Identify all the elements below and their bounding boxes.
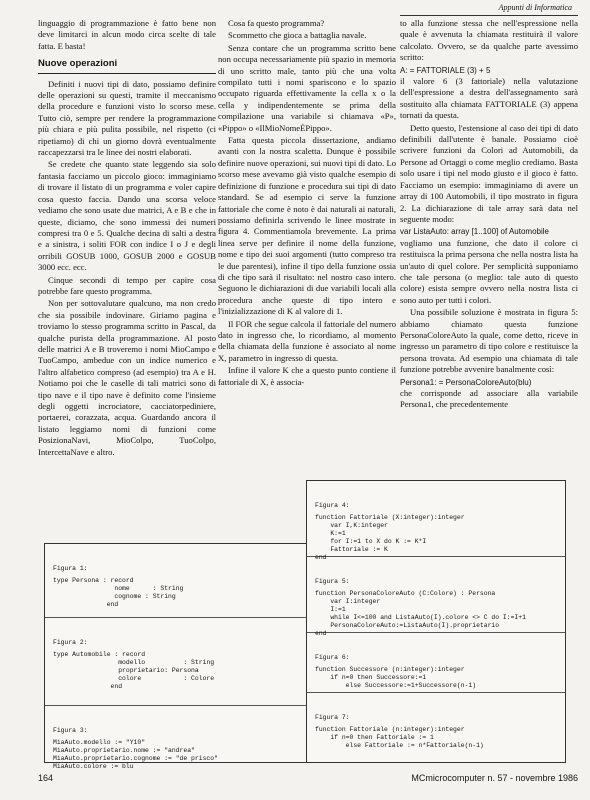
- paragraph: che corrisponde ad associare alla variabile Persona1, che precedentemente: [400, 388, 578, 410]
- figure-title: Figura 5:: [315, 578, 350, 585]
- figure-title: Figura 6:: [315, 654, 350, 661]
- inline-code: A: = FATTORIALE (3) + 5: [400, 65, 491, 75]
- figure-7: [307, 693, 565, 762]
- section-heading: Nuove operazioni: [38, 58, 216, 73]
- paragraph: Cosa fa questo programma?: [228, 18, 325, 28]
- figure-title: Figura 7:: [315, 714, 350, 721]
- paragraph: Il FOR che segue calcola il fattoriale del numero dato in ingresso che, lo ricordiamo, al momento della chiamata della funzione è associato al nome X, parametro in ingresso di questa.: [218, 318, 396, 363]
- figure-title: Figura 2:: [53, 639, 88, 646]
- figure-code: type Automobile : record modello : String proprietario: Persona colore : Colore end: [53, 651, 215, 690]
- paragraph: Una possibile soluzione è mostrata in figura 5: abbiamo chiamato questa funzione PersonaColoreAuto la quale, come detto, riceve in ingresso un parametro di tipo colore e restituisce la persona trovata. Ad esempio una chiamata di tale funzione potrebbe avvenire banalmente così:: [400, 307, 578, 375]
- paragraph: il valore 6 (3 fattoriale) nella valutazione dell'espressione a destra dell'assegnamento sarà sostituito alla chiamata FATTORIALE (3) appena tornati da questa.: [400, 76, 578, 121]
- figure-6: [307, 633, 565, 692]
- running-header: Appunti di Informatica: [498, 3, 572, 12]
- paragraph: Se credete che quanto state leggendo sia solo fantasia facciamo un piccolo gioco: immaginiamo di trovare il listato di un programma e voler capire cosa questo faccia. Dando una scorsa veloce vediamo che sono usate due matrici, A e B e che in queste, diciamo, che sono immessi dei numeri compresi tra 0 e 5. Qualche decina di salti a destra e a sinistra, i soliti FOR con indice I o J e degli orribili GOSUB 1000, GOSUB 2000 e GOSUB 3000 ecc. ecc.: [38, 159, 216, 273]
- paragraph: Detto questo, l'estensione al caso dei tipi di dato definibili dall'utente è banale. Possiamo cioè scrivere funzioni da Colori ad Automobili, da Persone ad Ortaggi o come meglio crediamo. Basta solo usare i tipi nel modo giusto e il gioco è fatto. Facciamo un esempio: immaginiamo di avere un array di 100 Automobili, il tipo mostrato in figura 2. La dichiarazione di tale array sarà data nel seguente modo:: [400, 122, 578, 224]
- page-number: 164: [38, 773, 54, 783]
- paragraph: Fatta questa piccola dissertazione, andiamo avanti con la nostra scaletta. Dunque è possibile definire nuove operazioni, sui nuovi tipi di dato. Lo scorso mese avevamo già visto qualche esempio di definizione di funzione e procedura sui tipi di dato standard. Se ad esempio ci serve la funzione fattoriale che come è noto è dai naturali ai naturali, possiamo definirla scrivendo le linee mostrate in figura 4. Commentiamola brevemente. La prima linea serve per definire il nome della funzione, nome e tipo dei suoi argomenti (tutto compreso tra le due parentesi), infine il tipo della funzione ossia di che tipo sarà il risultato: nel nostro caso intero. Seguono le dichiarazioni di due variabili locali alla procedura anche queste di tipo intero e l'inizializzazione di K al valore di 1.: [218, 135, 396, 317]
- figure-code: function Fattoriale (X:integer):integer var I,K:integer K:=1 for I:=1 to X do K := K*I Fattoriale := K end: [315, 514, 465, 561]
- paragraph: Cinque secondi di tempo per capire cosa potrebbe fare questo programma.: [38, 274, 216, 296]
- inline-code: Persona1: = PersonaColoreAuto(blu): [400, 377, 532, 387]
- paragraph: Infine il valore K che a questo punto contiene il fattoriale di X, è associa-: [218, 365, 396, 387]
- figure-code: function Successore (n:integer):integer if n=0 then Successore:=1 else Successore:=1+Successore(n-1): [315, 666, 477, 689]
- figure-code: type Persona : record nome : String cognome : String end: [53, 577, 184, 608]
- figure-title: Figura 1:: [53, 565, 88, 572]
- header-rule: [400, 15, 578, 16]
- paragraph: Senza contare che un programma scritto bene non occupa necessariamente più spazio in memoria di uno scritto male, tanto più che una volta compilato tutti i nomi spariscono e lo spazio occupato riguarda effettivamente la cella x o la cella y indipendentemente se prima della compilazione una variabile si chiamava «P», «Pippo» o «IlMioNomeÈPippo».: [218, 42, 396, 133]
- figure-2: [45, 618, 307, 705]
- magazine-issue: MCmicrocomputer n. 57 - novembre 1986: [411, 773, 578, 783]
- paragraph: vogliamo una funzione, che dato il colore ci restituisca la prima persona che nella nostra lista ha un'auto di quel colore. Per semplicità supponiamo che tale persona (o meglio: tale auto di questo colore) esista sempre ovvero nella nostra lista ci sono auto per tutti i colori.: [400, 237, 578, 305]
- figures-4-7-box: [306, 480, 566, 763]
- figure-title: Figura 4:: [315, 502, 350, 509]
- paragraph: Scommetto che gioca a battaglia navale.: [228, 30, 367, 41]
- figure-5: [307, 557, 565, 637]
- figure-1: [45, 544, 307, 617]
- paragraph: linguaggio di programmazione è fatto bene non deve limitarci in alcun modo circa scelte di tale fatta. E basta!: [38, 18, 216, 51]
- figure-title: Figura 3:: [53, 727, 88, 734]
- figure-3: [45, 706, 307, 783]
- paragraph: Definiti i nuovi tipi di dato, possiamo definire delle operazioni su questi, tramite il meccanismo della procedure e funzioni visto lo scorso mese. Tutto ciò, sempre per rendere la programmazione più chiara e più pulita possibile, nel rispetto (ci ripetiamo) di chi un giorno dovrà eventualmente raccapezzarsi tra le linee dei nostri elaborati.: [38, 78, 216, 158]
- figure-code: function PersonaColoreAuto (C:Colore) : Persona var I:integer I:=1 while I<=100 and ListaAuto(I).colore <> C do I:=I+1 PersonaColoreAuto:=ListaAuto(I).proprietario end: [315, 590, 526, 637]
- figure-code: MiaAuto.modello := "Y10" MiaAuto.proprietario.nome := "andrea" MiaAuto.proprietario.cognome := "de prisco" MiaAuto.colore := blu: [53, 739, 218, 770]
- figures-1-3-box: [44, 543, 308, 770]
- inline-code: var ListaAuto: array [1..100] of Automobile: [400, 227, 549, 237]
- column-3: [400, 18, 578, 412]
- paragraph: Non per sottovalutare qualcuno, ma non credo che sia possibile indovinare. Giriamo pagina e troviamo lo stesso programma scritto in Pascal, da qualche purista della programmazione. Al posto delle matrici A e B troveremo i nomi MioCampo e TuoCampo, ambedue con un indice numerico e l'altro alfabetico compreso (ad esempio) tra A e H. Notiamo poi che le caselle di tali matrici sono di tipo nave e il tipo nave è definito come l'insieme degli oggetti incrociatore, cacciatorpediniere, portaerei, corazzata, acqua. Guardando ancora il listato leggiamo nomi di funzioni come PosizionaNavi, MioColpo, TuoColpo, IntercettaNave e altro.: [38, 298, 216, 457]
- figure-code: function Fattoriale (n:integer):integer if n=0 then Fattoriale := 1 else Fattoriale := n*Fattoriale(n-1): [315, 726, 484, 749]
- column-2: [218, 18, 396, 389]
- paragraph: to alla funzione stessa che nell'espressione nella quale è avvenuta la chiamata restituirà il valore calcolato. Ovvero, se da qualche parte avessimo scritto:: [400, 18, 578, 63]
- figure-4: [307, 481, 565, 561]
- column-1: [38, 18, 216, 459]
